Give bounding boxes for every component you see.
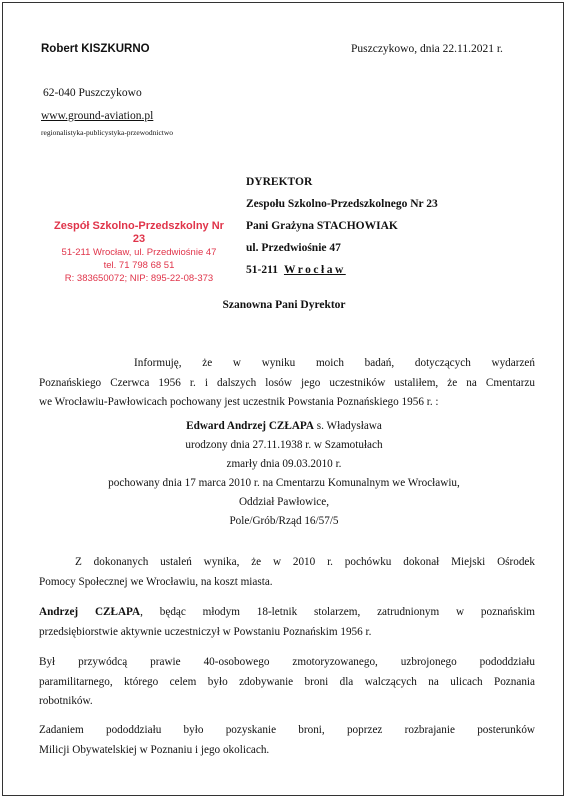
- person-parent: s. Władysława: [316, 420, 382, 432]
- sender-name: Robert KISZKURNO: [41, 43, 150, 55]
- leader-line-3: robotników.: [39, 695, 93, 707]
- person-grave: Pole/Grób/Rząd 16/57/5: [229, 515, 339, 527]
- recipient-title: DYREKTOR: [246, 176, 313, 188]
- intro-line-1: Informuję, że w wyniku moich badań, dotyczących wydarzeń: [134, 357, 535, 369]
- recipient-street: ul. Przedwiośnie 47: [246, 242, 341, 254]
- recipient-city-line: [246, 259, 438, 281]
- recipient-city: Wrocław: [283, 264, 346, 276]
- leader-line-1: Był przywódcą prawie 40-osobowego zmotoryzowanego, uzbrojonego pododdziału: [39, 656, 535, 668]
- person-branch: Oddział Pawłowice,: [238, 496, 330, 508]
- intro-line-2: Poznańskiego Czerwca 1956 r. i dalszych losów jego uczestników ustaliłem, że na Cmentarzu: [39, 376, 535, 389]
- person-born: urodzony dnia 27.11.1938 r. w Szamotułach: [185, 439, 383, 451]
- sender-tagline: regionalistyka-publicystyka-przewodnictwo: [41, 128, 174, 137]
- bio-line-1: [39, 603, 535, 623]
- place-date: Puszczykowo, dnia 22.11.2021 r.: [351, 43, 503, 55]
- recipient-person: Pani Grażyna STACHOWIAK: [246, 220, 398, 232]
- letter-page: [2, 2, 564, 796]
- funeral-line-1: Z dokonanych ustaleń wynika, że w 2010 r. pochówku dokonał Miejski Ośrodek: [75, 556, 535, 568]
- institution-stamp: [49, 220, 229, 285]
- stamp-line-address: 51-211 Wrocław, ul. Przedwiośnie 47: [61, 247, 217, 258]
- bio-text-1: , będąc młodym 18-letnik stolarzem, zatrudnionym w poznańskim: [140, 606, 536, 618]
- sender-website-link[interactable]: www.ground-aviation.pl: [41, 110, 154, 122]
- task-paragraph: [39, 721, 535, 760]
- funeral-line-2: Pomocy Społecznej we Wrocławiu, na koszt miasta.: [39, 575, 273, 588]
- stamp-line-phone: tel. 71 798 68 51: [103, 260, 175, 271]
- sender-postal: 62-040 Puszczykowo: [43, 87, 142, 99]
- task-line-1: Zadaniem pododdziału było pozyskanie broni, poprzez rozbrajanie posterunków: [39, 724, 535, 736]
- salutation: Szanowna Pani Dyrektor: [222, 299, 346, 311]
- person-name: Edward Andrzej CZŁAPA: [186, 420, 314, 432]
- funeral-paragraph: [39, 553, 535, 592]
- bio-name: Andrzej CZŁAPA: [39, 606, 141, 618]
- person-died: zmarły dnia 09.03.2010 r.: [226, 458, 342, 470]
- person-details: [3, 417, 565, 531]
- task-line-2: Milicji Obywatelskiej w Poznaniu i jego okolicach.: [39, 743, 270, 756]
- recipient-address: [246, 171, 438, 281]
- person-name-line: [3, 417, 565, 436]
- recipient-institution: Zespołu Szkolno-Przedszkolnego Nr 23: [246, 198, 438, 210]
- stamp-line-ids: R: 383650072; NIP: 895-22-08-373: [64, 273, 214, 284]
- leader-line-2: paramilitarnego, którego celem było zdobywanie broni dla walczących na ulicach Poznania: [39, 675, 535, 688]
- leader-paragraph: [39, 653, 535, 712]
- intro-line-3: we Wrocławiu-Pawłowicach pochowany jest uczestnik Powstania Poznańskiego 1956 r. :: [39, 396, 439, 408]
- bio-paragraph: [39, 603, 535, 642]
- bio-line-2: przedsiębiorstwie aktywnie uczestniczył w Powstaniu Poznańskim 1956 r.: [39, 625, 372, 638]
- intro-paragraph: [39, 354, 535, 413]
- stamp-line-name: Zespół Szkolno-Przedszkolny Nr 23: [54, 220, 224, 245]
- person-buried: pochowany dnia 17 marca 2010 r. na Cmentarzu Komunalnym we Wrocławiu,: [108, 477, 460, 489]
- recipient-postcode: 51-211: [246, 264, 278, 276]
